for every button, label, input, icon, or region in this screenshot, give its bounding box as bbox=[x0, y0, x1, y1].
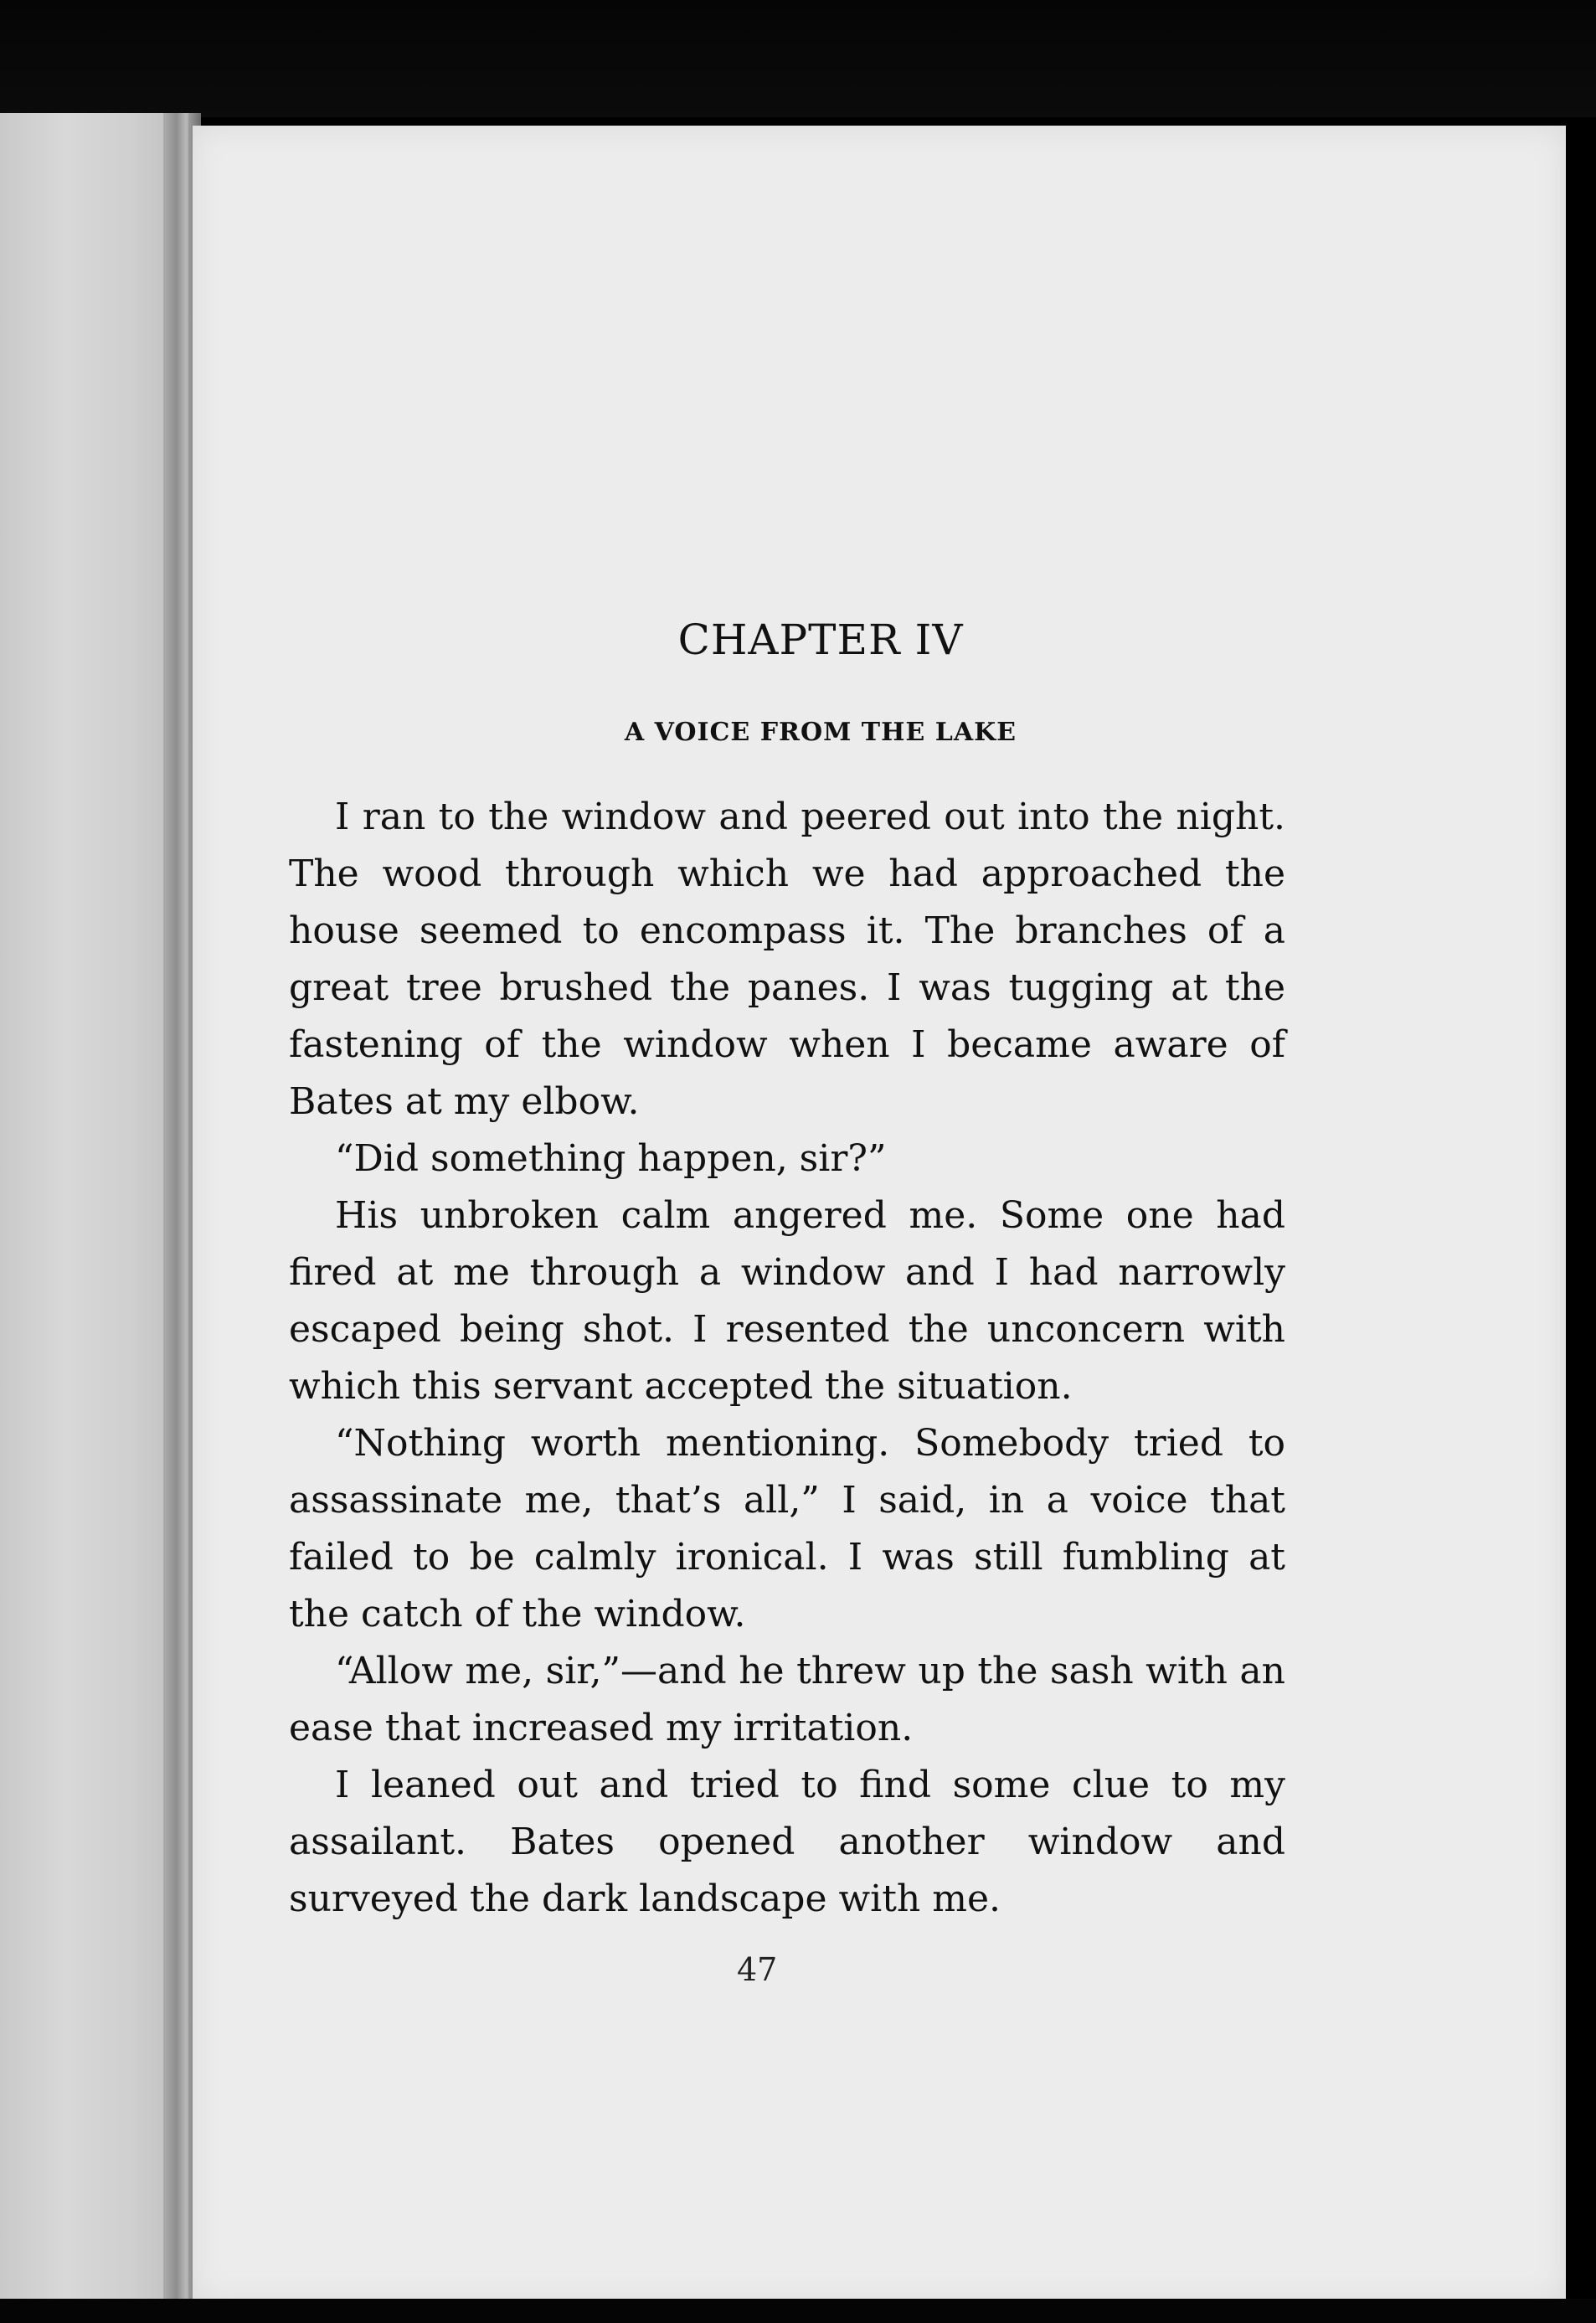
scan-top-border bbox=[0, 0, 1596, 117]
paragraph: His unbroken calm angered me. Some one had fired at me through a window and I had narrowly escaped being shot. I resented the unconcern with which this servant accepted the situation. bbox=[289, 1194, 1285, 1408]
page-text-block bbox=[289, 616, 1285, 1928]
scan-bottom-border bbox=[0, 2299, 1596, 2323]
page-number: 47 bbox=[737, 1951, 778, 1988]
chapter-subtitle: A VOICE FROM THE LAKE bbox=[624, 718, 1017, 747]
paragraph: “Nothing worth mentioning. Somebody tried to assassinate me, that’s all,” I said, in a voice that failed to be calmly ironical. I was still fumbling at the catch of the window. bbox=[289, 1422, 1285, 1635]
paragraph: “Allow me, sir,”—and he threw up the sash with an ease that increased my irritation. bbox=[289, 1650, 1285, 1749]
paragraph: I leaned out and tried to find some clue to my assailant. Bates opened another window and surveyed the dark landscape with me. bbox=[289, 1764, 1285, 1920]
left-page-edge bbox=[0, 113, 188, 2303]
paragraph: “Did something happen, sir?” bbox=[335, 1137, 887, 1180]
chapter-title: CHAPTER IV bbox=[677, 616, 964, 664]
paragraph: I ran to the window and peered out into the night. The wood through which we had approached the house seemed to encompass it. The branches of a great tree brushed the panes. I was tugging at the fastening of the window when I became aware of Bates at my elbow. bbox=[289, 796, 1285, 1123]
